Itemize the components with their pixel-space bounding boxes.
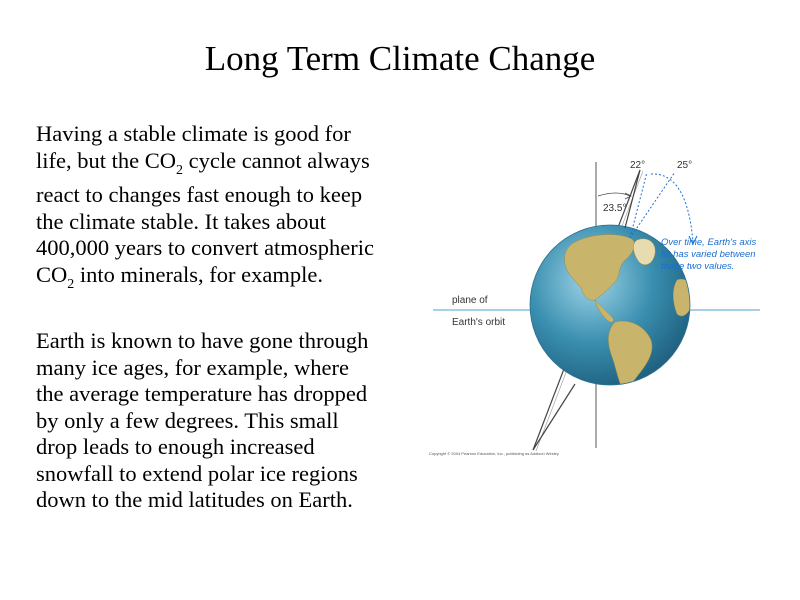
orbit-plane-label: Earth's orbit — [452, 317, 506, 328]
angle-label-22: 22° — [630, 160, 646, 171]
variation-arc-arrow — [651, 174, 693, 242]
text-line: the climate stable. It takes about — [36, 208, 326, 234]
text-line: react to changes fast enough to keep — [36, 182, 363, 207]
text-line: 400,000 years to convert atmospheric — [36, 235, 375, 260]
tilt-note-line: these two values. — [661, 261, 735, 272]
text-line: drop leads to enough increased — [36, 434, 315, 459]
tilt-note-line: tilt has varied between — [661, 249, 756, 260]
subscript: 2 — [175, 162, 183, 178]
paragraph-ice-ages — [36, 328, 416, 514]
tilt-note-line: Over time, Earth's axis — [661, 237, 757, 248]
text-line: Earth is known to have gone through — [36, 328, 369, 353]
text-line: many ice ages, for example, where — [36, 354, 349, 380]
text-line: Having a stable climate is good for — [36, 121, 351, 146]
orbit-plane-label: plane of — [452, 295, 488, 306]
subscript: 2 — [67, 276, 75, 292]
text-line: the average temperature has dropped — [36, 381, 368, 406]
line-gap — [36, 174, 416, 182]
text-line: down to the mid latitudes on Earth. — [36, 487, 353, 512]
text-line: by only a few degrees. This small — [36, 407, 339, 433]
text-line: snowfall to extend polar ice regions — [36, 460, 358, 486]
copyright-text: Copyright © 2004 Pearson Education, Inc., publishing as Addison Wesley — [429, 451, 559, 456]
text-line: life, but the $CO_2$ cycle cannot always — [36, 147, 370, 178]
axis-north-segment — [625, 170, 640, 228]
paragraph-co2-cycle — [36, 121, 416, 292]
angle-label-23-5: 23.5° — [603, 203, 627, 214]
slide-title: Long Term Climate Change — [204, 39, 596, 78]
text-line: $CO_2$ into minerals, for example. — [36, 261, 323, 292]
earth-axis-tilt-diagram — [425, 150, 765, 460]
angle-label-25: 25° — [677, 160, 693, 171]
